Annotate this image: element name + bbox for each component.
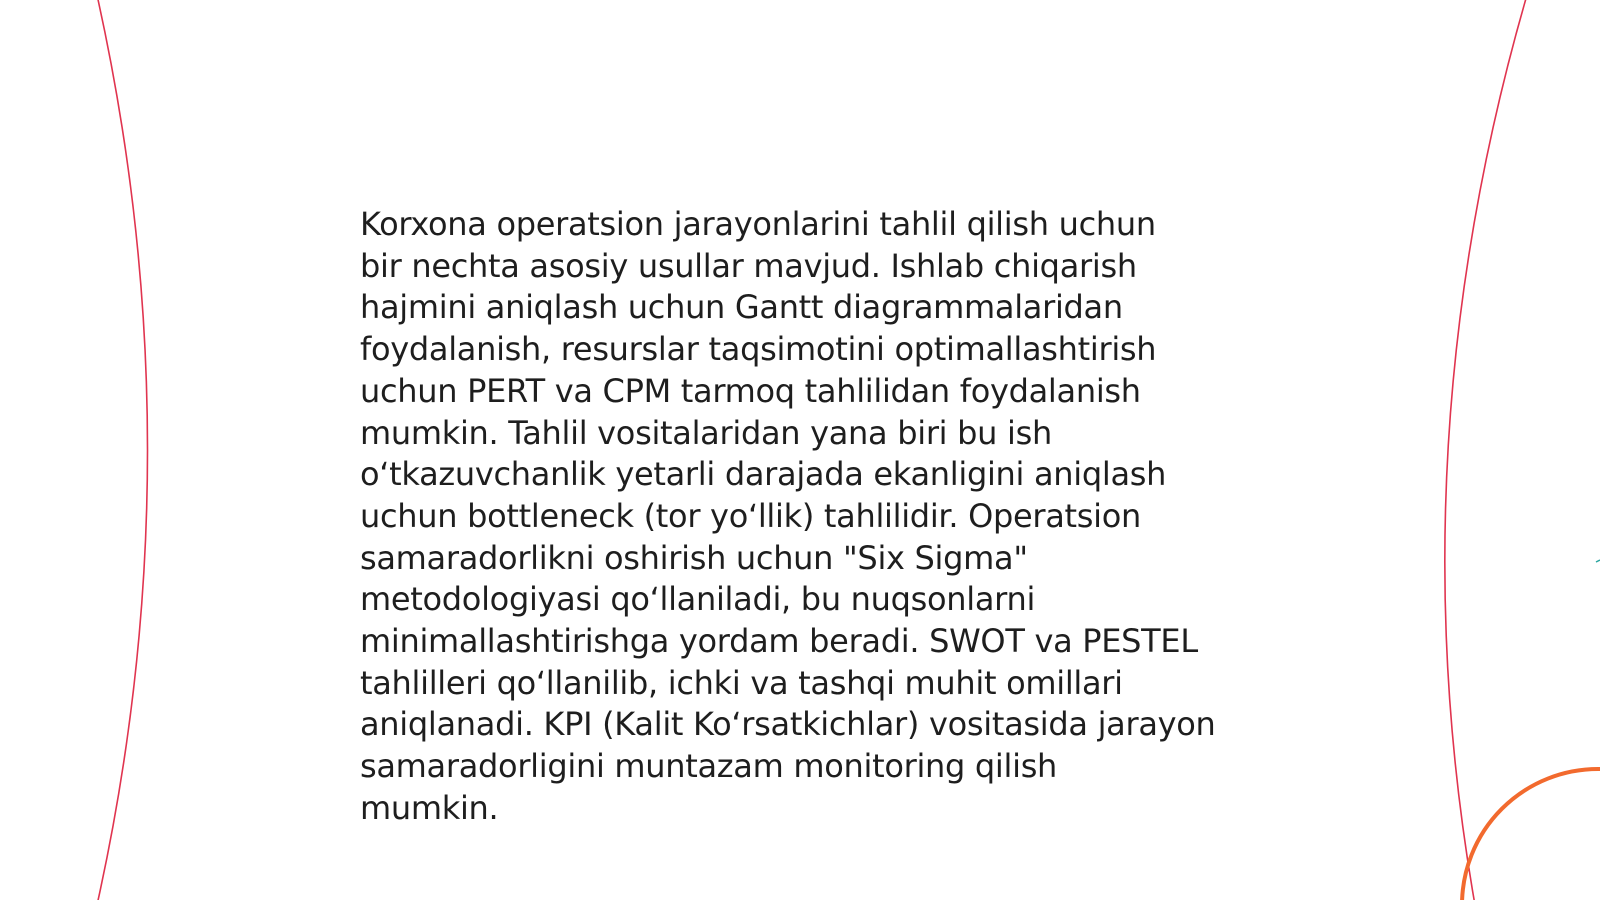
teal-accent-mark — [1596, 560, 1600, 562]
orange-ring-decoration — [1462, 769, 1600, 900]
right-curve-line — [1445, 0, 1527, 900]
slide-body-text: Korxona operatsion jarayonlarini tahlil qilish uchun bir nechta asosiy usullar mavjud. Ishlab chiqarish hajmini aniqlash uchun Gantt diagrammalaridan foydalanish, resurslar taqsimotini optimallashtirish uchun PERT va CPM tarmoq tahlilidan foydalanish mumkin. Tahlil vositalaridan yana biri bu ish o‘tkazuvchanlik yetarli darajada ekanligini aniqlash uchun bottleneck (tor yo‘llik) tahlilidir. Operatsion samaradorlikni oshirish uchun "Six Sigma" metodologiyasi qo‘llaniladi, bu nuqsonlarni minimallashtirishga yordam beradi. SWOT va PESTEL tahlilleri qo‘llanilib, ichki va tashqi muhit omillari aniqlanadi. KPI (Kalit Ko‘rsatkichlar) vositasida jarayon samaradorligini muntazam monitoring qilish mumkin. — [360, 205, 1216, 827]
left-curve-line — [97, 0, 148, 900]
